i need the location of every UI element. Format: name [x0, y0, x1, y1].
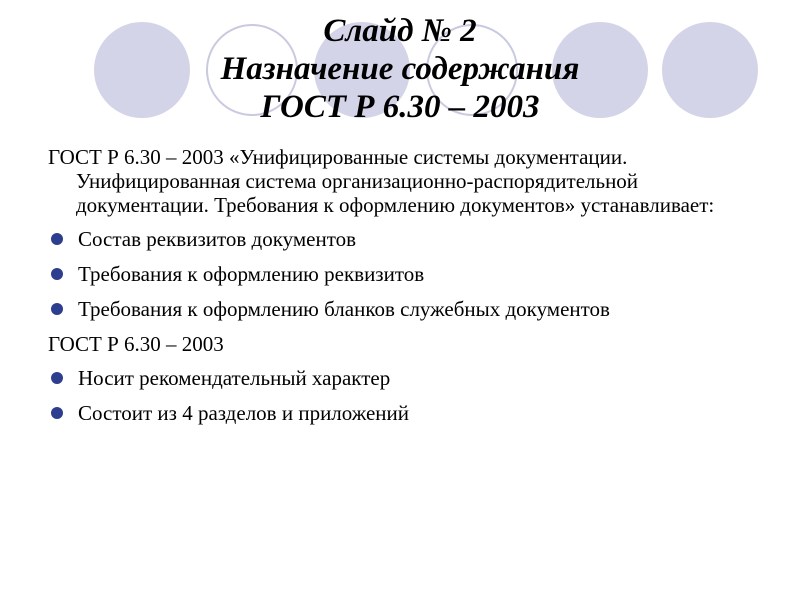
slide-body: [48, 145, 748, 436]
bullet-dot-icon: [51, 268, 63, 280]
slide-title: [0, 12, 800, 126]
title-line-1: Слайд № 2: [323, 13, 477, 49]
list-item-text: Носит рекомендательный характер: [78, 366, 391, 390]
list-item-text: Состоит из 4 разделов и приложений: [78, 401, 410, 425]
title-line-2: Назначение содержания: [220, 51, 580, 87]
bullet-dot-icon: [51, 303, 63, 315]
bullet-dot-icon: [51, 233, 63, 245]
list-item: [48, 262, 748, 286]
list-item: [48, 366, 748, 390]
bullet-dot-icon: [51, 407, 63, 419]
title-line-3: ГОСТ Р 6.30 – 2003: [260, 89, 540, 125]
list-item: [48, 401, 748, 425]
list-item-text: Состав реквизитов документов: [78, 227, 357, 251]
second-paragraph: ГОСТ Р 6.30 – 2003: [48, 332, 224, 356]
bullet-dot-icon: [51, 372, 63, 384]
list-item: [48, 297, 748, 321]
list-item-text: Требования к оформлению бланков служебных документов: [78, 297, 610, 321]
list-item: [48, 227, 748, 251]
intro-paragraph: ГОСТ Р 6.30 – 2003 «Унифицированные системы документации. Унифицированная система организационно-распорядительной документации. Требования к оформлению документов» устанавливает:: [48, 145, 715, 217]
list-item-text: Требования к оформлению реквизитов: [78, 262, 425, 286]
